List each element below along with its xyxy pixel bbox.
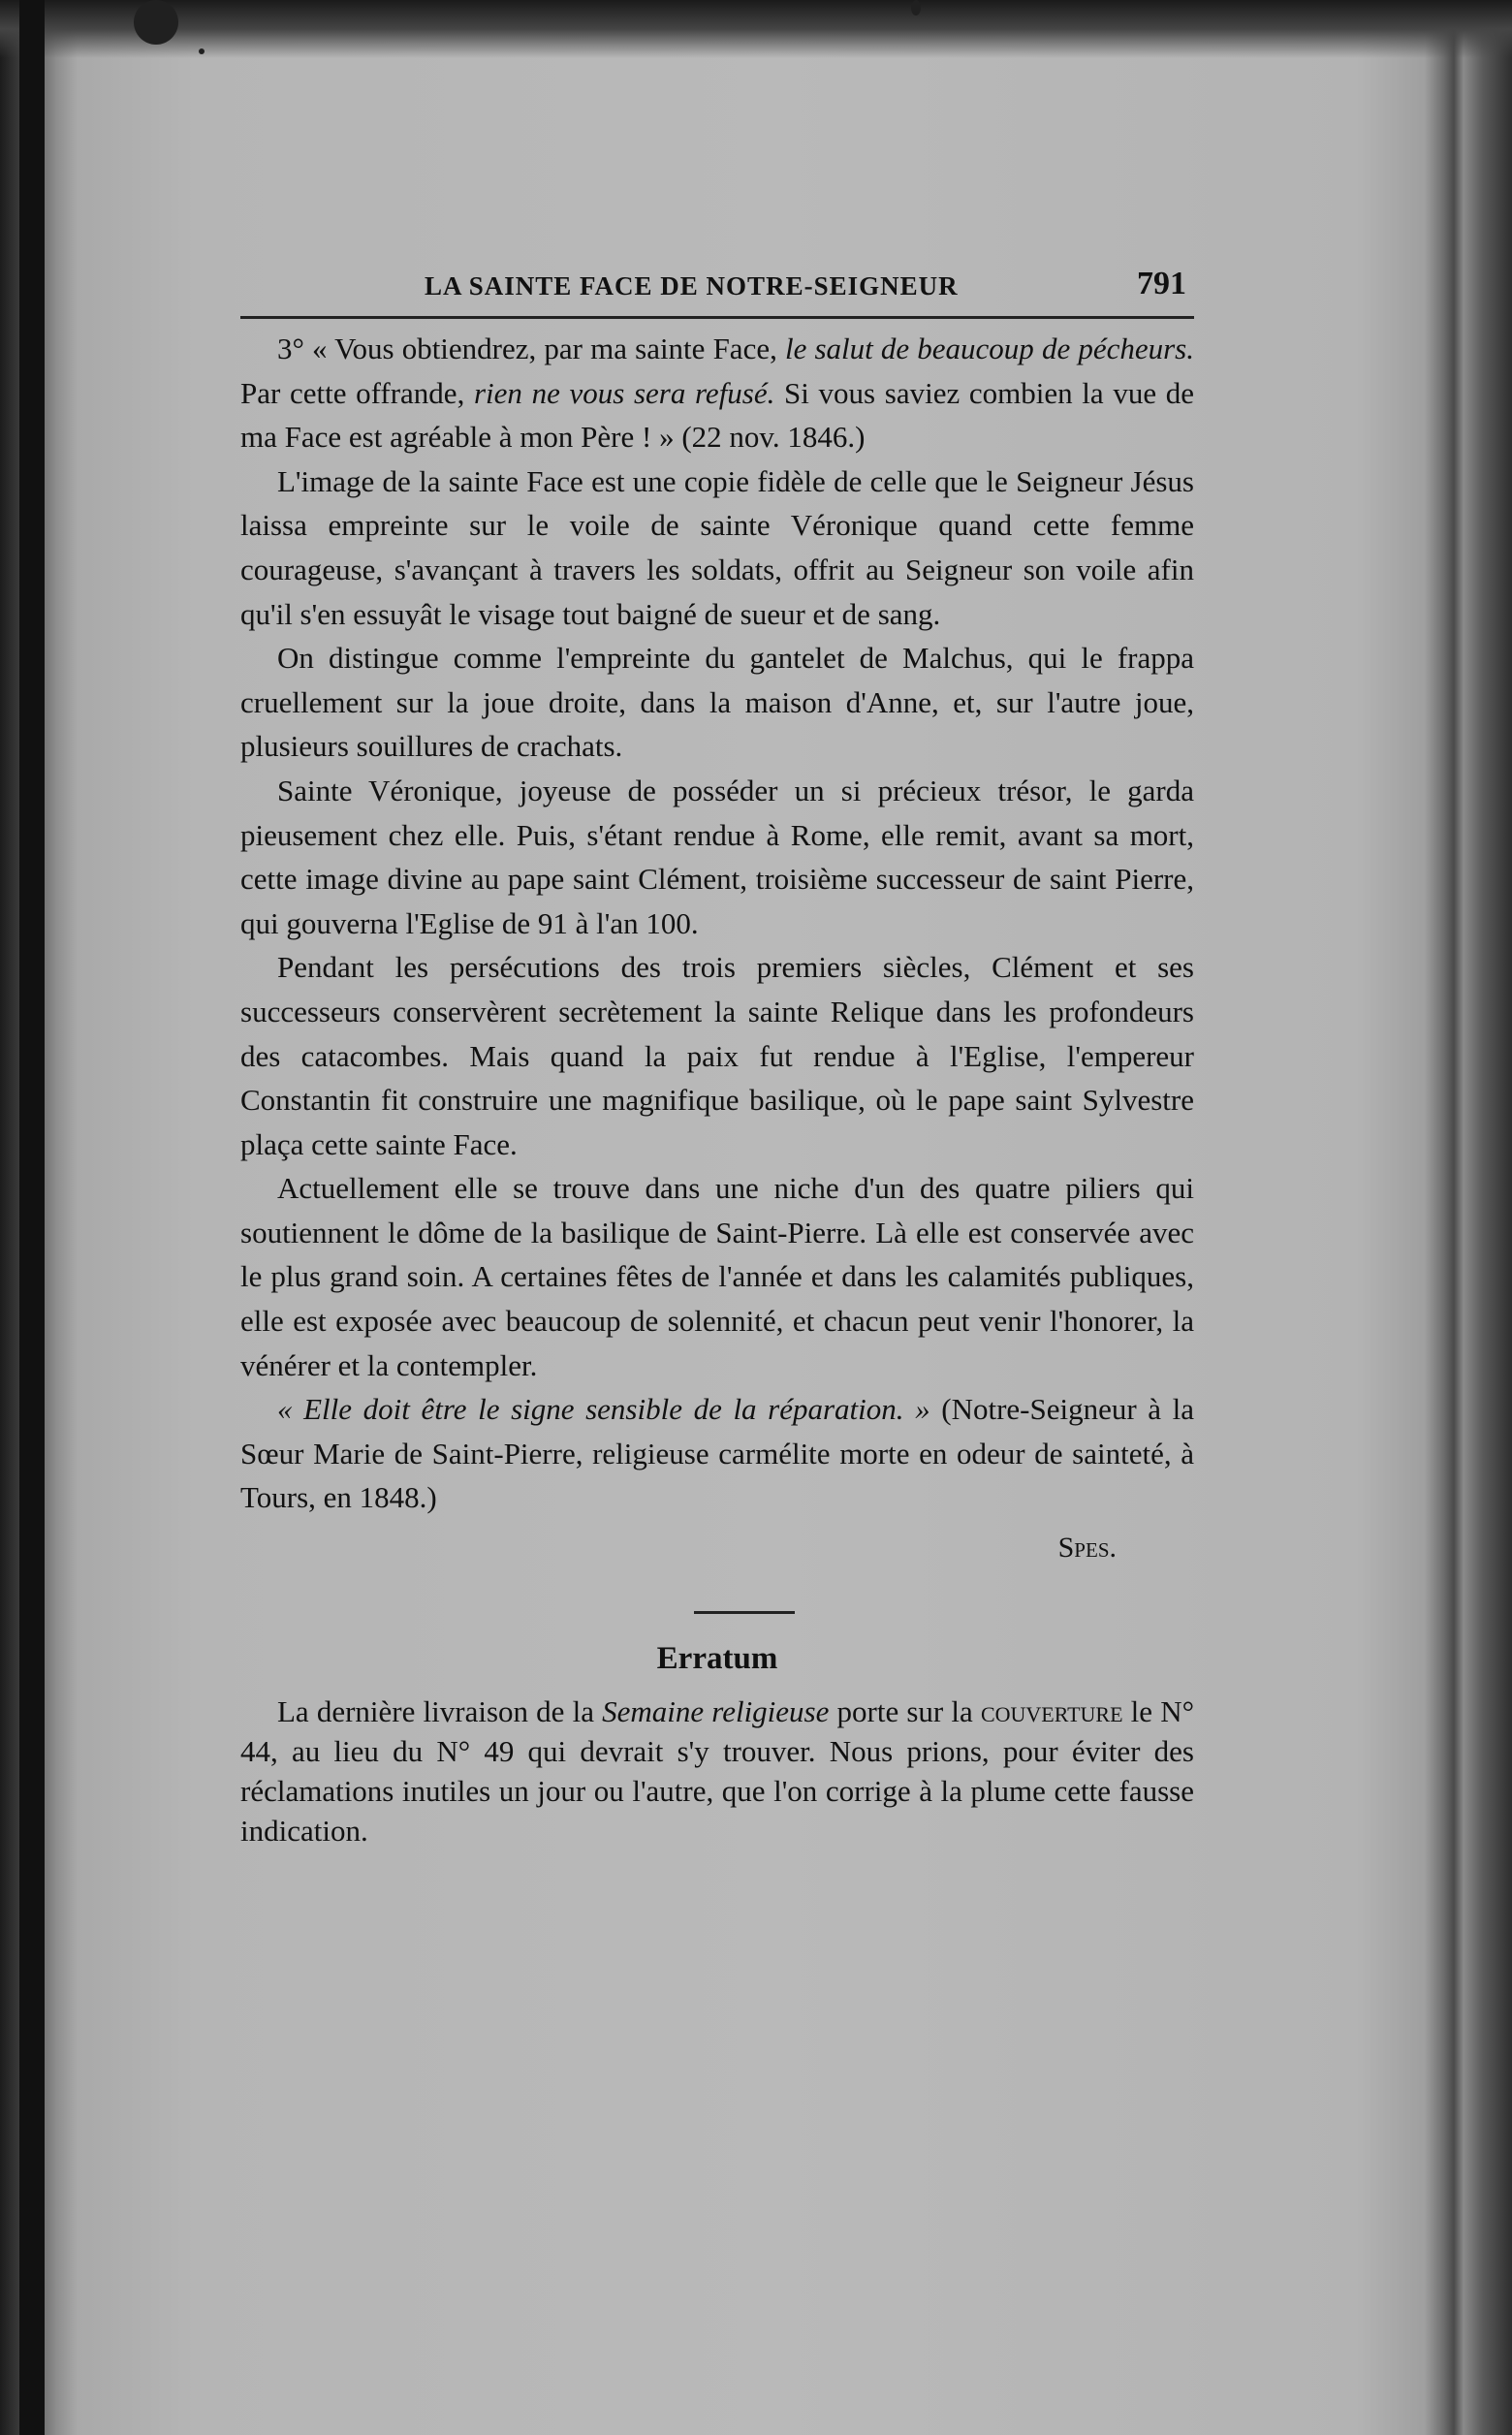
book-page: [240, 262, 1194, 1850]
scan-speck: [199, 48, 205, 54]
article-body: [240, 327, 1194, 1520]
text-run: Pendant les persécutions des trois premiers siècles, Clément et ses successeurs conservèrent secrètement la sainte Relique dans les profondeurs des catacombes. Mais quand la paix fut rendue à l'Eglise, l'empereur Constantin fit construire une magnifique basilique, où le pape saint Sylvestre plaça cette sainte Face.: [240, 950, 1194, 1161]
text-run: L'image de la sainte Face est une copie fidèle de celle que le Seigneur Jésus laissa empreinte sur le voile de sainte Véronique quand cette femme courageuse, s'avançant à travers les soldats, offrit au Seigneur son voile afin qu'il s'en essuyât le visage tout baigné de sueur et de sang.: [240, 463, 1194, 631]
text-run-italic: Semaine religieuse: [602, 1694, 830, 1729]
author-signature: Spes.: [1057, 1532, 1117, 1565]
text-run-small-caps: couverture: [980, 1694, 1123, 1729]
scan-blemish: [134, 0, 178, 45]
text-run: La dernière livraison de la: [277, 1694, 603, 1729]
text-run-italic: « Elle doit être le signe sensible de la réparation. »: [277, 1392, 930, 1427]
text-run-italic: le salut de beaucoup de pécheurs.: [784, 332, 1194, 365]
paragraph-malchus: [240, 636, 1194, 769]
text-run-italic: rien ne vous sera refusé.: [473, 375, 775, 410]
paragraph-veronica: [240, 769, 1194, 945]
text-run: (Notre-Seigneur à la Sœur Marie de Saint-Pierre, religieuse carmélite morte en odeur de sainteté, à Tours, en 1848.): [240, 1392, 1195, 1515]
scan-blemish: [911, 0, 921, 16]
page-number: 791: [1137, 266, 1186, 301]
text-run: Sainte Véronique, joyeuse de posséder un si précieux trésor, le garda pieusement chez elle. Puis, s'étant rendue à Rome, elle remit, avant sa mort, cette image divine au pape saint Clément, troisième successeur de saint Pierre, qui gouverna l'Eglise de 91 à l'an 100.: [240, 773, 1194, 940]
running-header: [240, 262, 1194, 319]
paragraph-persecutions: [240, 945, 1194, 1166]
scan-top-edge: [0, 0, 1512, 58]
text-run: porte sur la: [829, 1694, 981, 1729]
text-run: Si vous saviez combien la vue de ma Face est agréable à mon Père ! » (22 nov. 1846.): [240, 375, 1194, 455]
erratum-text: [240, 1692, 1194, 1850]
paragraph-image-description: [240, 459, 1194, 636]
text-run: Actuellement elle se trouve dans une niche d'un des quatre piliers qui soutiennent le dôme de la basilique de Saint-Pierre. Là elle est conservée avec le plus grand soin. A certaines fêtes de l'année et dans les calamités publiques, elle est exposée avec beaucoup de solennité, et chacun peut venir l'honorer, la vénérer et la contempler.: [240, 1171, 1194, 1382]
text-run: Par cette offrande,: [240, 375, 474, 410]
paragraph-current-location: [240, 1166, 1194, 1387]
paragraph-quote: [240, 1387, 1194, 1520]
text-run: le N° 44, au lieu du N° 49 qui devrait s'y trouver. Nous prions, pour éviter des réclamations inutiles un jour ou l'autre, que l'on corrige à la plume cette fausse indication.: [240, 1694, 1194, 1849]
section-divider: [694, 1611, 795, 1614]
running-title: LA SAINTE FACE DE NOTRE-SEIGNEUR: [425, 271, 959, 300]
text-run: On distingue comme l'empreinte du gantelet de Malchus, qui le frappa cruellement sur la joue droite, dans la maison d'Anne, et, sur l'autre joue, plusieurs souillures de crachats.: [240, 641, 1194, 764]
book-spine-shadow: [19, 0, 45, 2435]
paragraph-promise: [240, 327, 1194, 459]
erratum-heading: Erratum: [656, 1641, 778, 1677]
text-run: 3° « Vous obtiendrez, par ma sainte Face,: [277, 332, 785, 365]
